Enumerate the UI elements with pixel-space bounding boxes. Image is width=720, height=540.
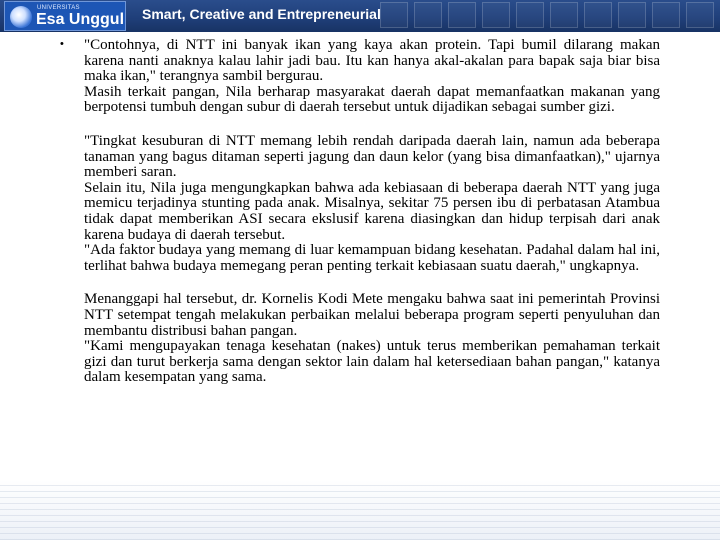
bottom-line-decoration	[0, 480, 720, 540]
globe-icon	[10, 6, 32, 28]
paragraph-3: "Tingkat kesuburan di NTT memang lebih rendah daripada daerah lain, namun ada beberapa tanaman yang bagus ditaman seperti jagung dan daun kelor (yang bisa dimanfaatkan)," ujarnya memberi saran.	[84, 132, 660, 181]
slide-body	[84, 38, 660, 386]
paragraph-6: Menanggapi hal tersebut, dr. Kornelis Kodi Mete mengaku bahwa saat ini pemerintah Provinsi NTT setempat tengah melakukan perbaikan melalui beberapa program seperti penyuluhan dan membantu distribusi bahan pangan.	[84, 291, 660, 339]
paragraph-7: "Kami mengupayakan tenaga kesehatan (nakes) untuk terus memberikan pemahaman terkait gizi dan turut berkerja sama dengan sektor lain dalam hal ketersediaan bahan pangan," katanya dalam kesempatan yang sama.	[84, 338, 660, 386]
header-grid-decoration	[380, 0, 720, 32]
paragraph-2: Masih terkait pangan, Nila berharap masyarakat daerah dapat memanfaatkan makanan yang berpotensi tumbuh dengan subur di daerah tersebut untuk dijadikan sebagai sumber gizi.	[84, 83, 660, 116]
paragraph-1: "Contohnya, di NTT ini banyak ikan yang kaya akan protein. Tapi bumil dilarang makan karena nanti anaknya kalau lahir jadi bau. Itu kan hanya akal-akalan para bapak saja biar bisa maka ikan," terangnya sambil bergurau.	[84, 37, 660, 85]
paragraph-5: "Ada faktor budaya yang memang di luar kemampuan bidang kesehatan. Padahal dalam hal ini, terlihat bahwa budaya memegang peran penting terkait kebiasaan suatu daerah," ungkapnya.	[84, 242, 660, 274]
logo-small-text: UNIVERSITAS	[37, 5, 80, 11]
bullet-marker: •	[60, 38, 64, 50]
paragraph-4: Selain itu, Nila juga mengungkapkan bahwa ada kebiasaan di beberapa daerah NTT yang juga memicu terjadinya stunting pada anak. Misalnya, sekitar 75 persen ibu di perbatasan Atambua tidak dapat memberikan ASI secara ekslusif karena diasingkan dan hidup terpisah dari anak karena budaya di daerah tersebut.	[84, 179, 660, 243]
logo-name: Esa Unggul	[36, 11, 125, 28]
header-tagline: Smart, Creative and Entrepreneurial	[142, 6, 381, 22]
university-logo	[4, 1, 126, 31]
header-banner	[0, 0, 720, 32]
